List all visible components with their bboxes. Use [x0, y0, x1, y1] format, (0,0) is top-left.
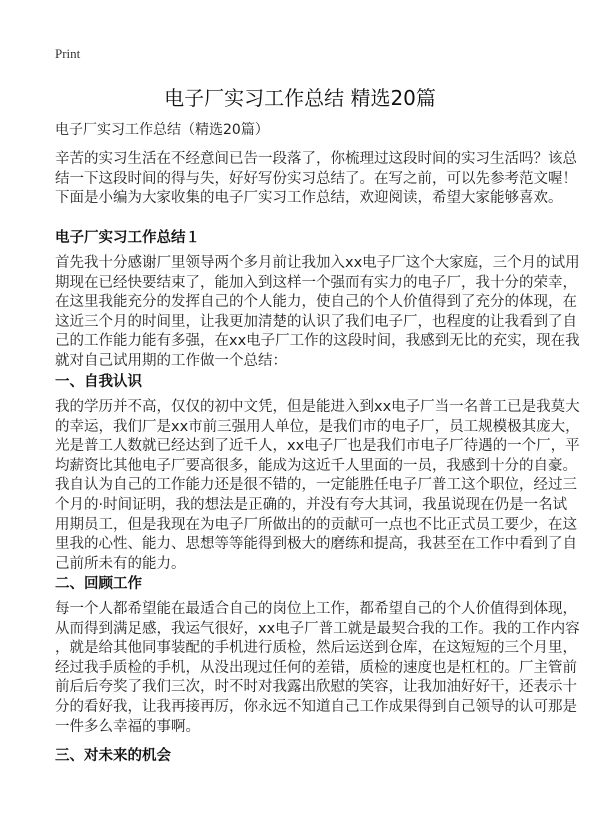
text-line: 己的工作能力能有多强，在xx电子厂工作的这段时间，我感到无比的充实，现在我	[55, 333, 580, 350]
paragraph-intro-thanks	[55, 254, 580, 372]
text-line: 结一下这段时间的得与失，好好写份实习总结了。在写之前，可以先参考范文喔！	[55, 170, 577, 187]
text-line: 辛苦的实习生活在不经意间已告一段落了，你梳理过这段时间的实习生活吗？该总	[55, 151, 577, 167]
text-line: 的幸运，我们厂是xx市前三强用人单位，是我们市的电子厂，员工规模极其庞大，	[55, 418, 580, 435]
text-line: 首先我十分感谢厂里领导两个多月前让我加入xx电子厂这个大家庭，三个月的试用	[55, 255, 580, 271]
page-title: 电子厂实习工作总结 精选20篇	[164, 86, 436, 110]
section-heading: 电子厂实习工作总结１	[55, 230, 200, 246]
text-line: 用期员工，但是我现在为电子厂所做出的的贡献可一点也不比正式员工要少，在这	[55, 516, 577, 533]
text-line: 从而得到满足感，我运气很好，xx电子厂普工就是最契合我的工作。我的工作内容	[55, 620, 580, 637]
heading-self-awareness: 一、自我认识	[55, 374, 142, 390]
print-link[interactable]: Print	[55, 46, 81, 61]
text-line: 均薪资比其他电子厂要高很多，能成为这近千人里面的一员，我感到十分的自豪。	[55, 457, 577, 474]
document-subtitle: 电子厂实习工作总结（精选20篇）	[55, 122, 269, 138]
text-line: 期现在已经快要结束了，能加入到这样一个强而有实力的电子厂，我十分的荣幸，	[55, 274, 577, 291]
text-line: 每一个人都希望能在最适合自己的岗位上工作，都希望自己的个人价值得到体现，	[55, 601, 577, 617]
text-line: 前后后夸奖了我们三次，时不时对我露出欣慰的笑容，让我加油好好干，还表示十	[55, 679, 577, 696]
text-line: 己前所未有的能力。	[55, 555, 186, 572]
text-line: 这近三个月的时间里，让我更加清楚的认识了我们电子厂，也程度的让我看到了自	[55, 313, 577, 330]
text-line: 我的学历并不高，仅仅的初中文凭，但是能进入到xx电子厂当一名普工已是我莫大	[55, 399, 580, 415]
text-line: 个月的·时间证明，我的想法是正确的，并没有夸大其词，我虽说现在仍是一名试	[55, 496, 568, 513]
text-line: 光是普工人数就已经达到了近千人，xx电子厂也是我们市电子厂待遇的一个厂，平	[55, 438, 580, 455]
text-line: ，就是给其他同事装配的手机进行质检，然后运送到仓库，在这短短的三个月里，	[55, 640, 577, 657]
text-line: 就对自己试用期的工作做一个总结：	[55, 352, 287, 369]
paragraph-self-awareness	[55, 398, 580, 574]
intro-paragraph	[55, 150, 577, 209]
text-line: 里我的心性、能力、思想等等能得到极大的磨练和提高，我甚至在工作中看到了自	[55, 536, 577, 553]
text-line: 经过我手质检的手机，从没出现过任何的差错，质检的速度也是杠杠的。厂主管前	[55, 659, 577, 676]
heading-work-review: 二、回顾工作	[55, 576, 142, 592]
heading-future-opportunity: 三、对未来的机会	[55, 748, 171, 764]
paragraph-work-review	[55, 600, 580, 737]
text-line: 下面是小编为大家收集的电子厂实习工作总结，欢迎阅读，希望大家能够喜欢。	[55, 190, 563, 207]
text-line: 在这里我能充分的发挥自己的个人能力，使自己的个人价值得到了充分的体现，在	[55, 294, 577, 311]
text-line: 分的看好我，让我再接再厉，你永远不知道自己工作成果得到自己领导的认可那是	[55, 698, 577, 715]
text-line: 我自认为自己的工作能力还是很不错的，一定能胜任电子厂普工这个职位，经过三	[55, 477, 577, 494]
text-line: 一件多么幸福的事啊。	[55, 718, 200, 735]
